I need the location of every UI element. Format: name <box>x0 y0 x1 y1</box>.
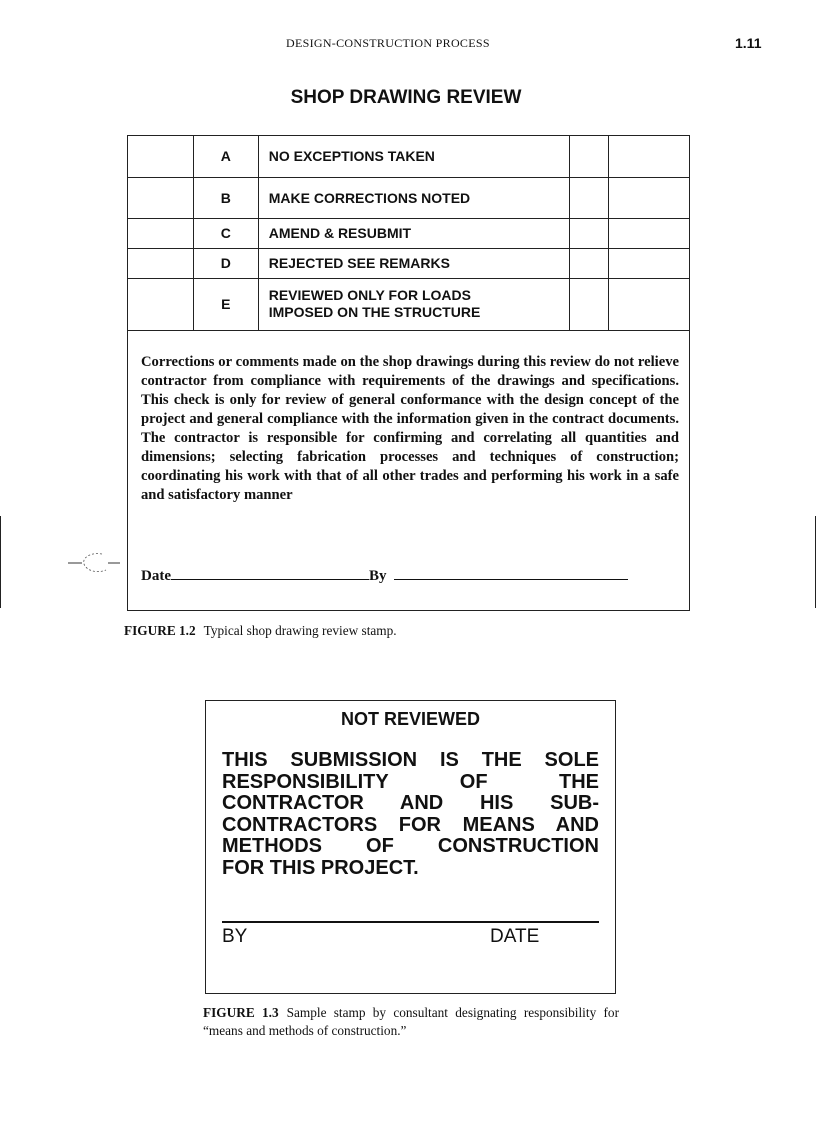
table-row <box>128 278 689 330</box>
by-line <box>394 578 628 580</box>
review-options-table <box>128 136 689 331</box>
stamp-body-last: FOR THIS PROJECT. <box>222 856 419 879</box>
option-letter: C <box>193 218 258 248</box>
option-letter: D <box>193 248 258 278</box>
date-label: DATE <box>490 926 540 947</box>
check-box <box>609 136 689 177</box>
option-label <box>258 278 570 330</box>
by-label: By <box>369 568 387 584</box>
stamp-title: NOT REVIEWED <box>340 709 480 729</box>
left-edge-mark <box>0 516 1 608</box>
option-label: AMEND & RESUBMIT <box>258 218 570 248</box>
table-row <box>128 248 689 278</box>
check-box <box>609 248 689 278</box>
option-label: MAKE CORRECTIONS NOTED <box>258 177 570 218</box>
option-label: NO EXCEPTIONS TAKEN <box>258 136 570 177</box>
stamp-body <box>222 750 599 879</box>
date-line <box>171 578 369 580</box>
stamp-disclaimer-text: Corrections or comments made on the shop drawings during this review do not relieve contractor from compliance with requirements of the drawings and specifications. This check is only for review of general conformance with the design concept of the project and general compliance with the information given in the contract documents. The contractor is responsible for confirming and correlating all quantities and dimensions; selecting fabrication processes and techniques of construction; coordinating his work with that of all other trades and performing his work in a safe and satisfactory manner <box>141 354 679 503</box>
by-label: BY <box>222 926 248 947</box>
figure-1-2-caption <box>124 623 397 639</box>
table-row <box>128 136 689 177</box>
option-label-line: REVIEWED ONLY FOR LOADS <box>268 287 471 303</box>
signature-row <box>141 568 628 585</box>
check-box <box>570 177 609 218</box>
check-box <box>570 278 609 330</box>
date-label: Date <box>141 568 171 584</box>
option-letter: E <box>193 278 258 330</box>
check-box <box>609 218 689 248</box>
figure-1-2-title: SHOP DRAWING REVIEW <box>290 87 522 108</box>
blank-cell <box>128 278 193 330</box>
check-box <box>570 136 609 177</box>
blank-cell <box>128 218 193 248</box>
signature-line <box>222 921 599 923</box>
margin-mark-icon <box>68 550 124 576</box>
running-header <box>0 36 816 52</box>
check-box <box>609 177 689 218</box>
stamp-body-main: THIS SUBMISSION IS THE SOLE RESPONSIBILITY OF THE CONTRACTOR AND HIS SUB-CONTRACTORS FOR MEANS AND METHODS OF CONSTRUCTION <box>222 749 599 857</box>
shop-drawing-review-stamp <box>127 135 690 611</box>
check-box <box>570 248 609 278</box>
table-row <box>128 218 689 248</box>
figure-1-3-caption <box>203 1004 619 1040</box>
check-box <box>570 218 609 248</box>
table-row <box>128 177 689 218</box>
not-reviewed-stamp <box>205 700 616 994</box>
option-label: REJECTED SEE REMARKS <box>258 248 570 278</box>
blank-cell <box>128 248 193 278</box>
option-letter: A <box>193 136 258 177</box>
page-number: 1.11 <box>735 35 762 51</box>
running-title: DESIGN-CONSTRUCTION PROCESS <box>286 36 490 50</box>
check-box <box>609 278 689 330</box>
caption-text: Sample stamp by consultant designating responsibility for “means and methods of construction.” <box>203 1005 619 1038</box>
option-letter: B <box>193 177 258 218</box>
blank-cell <box>128 177 193 218</box>
caption-label: FIGURE 1.2 <box>124 623 196 638</box>
option-label-line: IMPOSED ON THE STRUCTURE <box>268 304 481 320</box>
caption-text: Typical shop drawing review stamp. <box>203 623 397 638</box>
blank-cell <box>128 136 193 177</box>
caption-label: FIGURE 1.3 <box>203 1005 279 1020</box>
